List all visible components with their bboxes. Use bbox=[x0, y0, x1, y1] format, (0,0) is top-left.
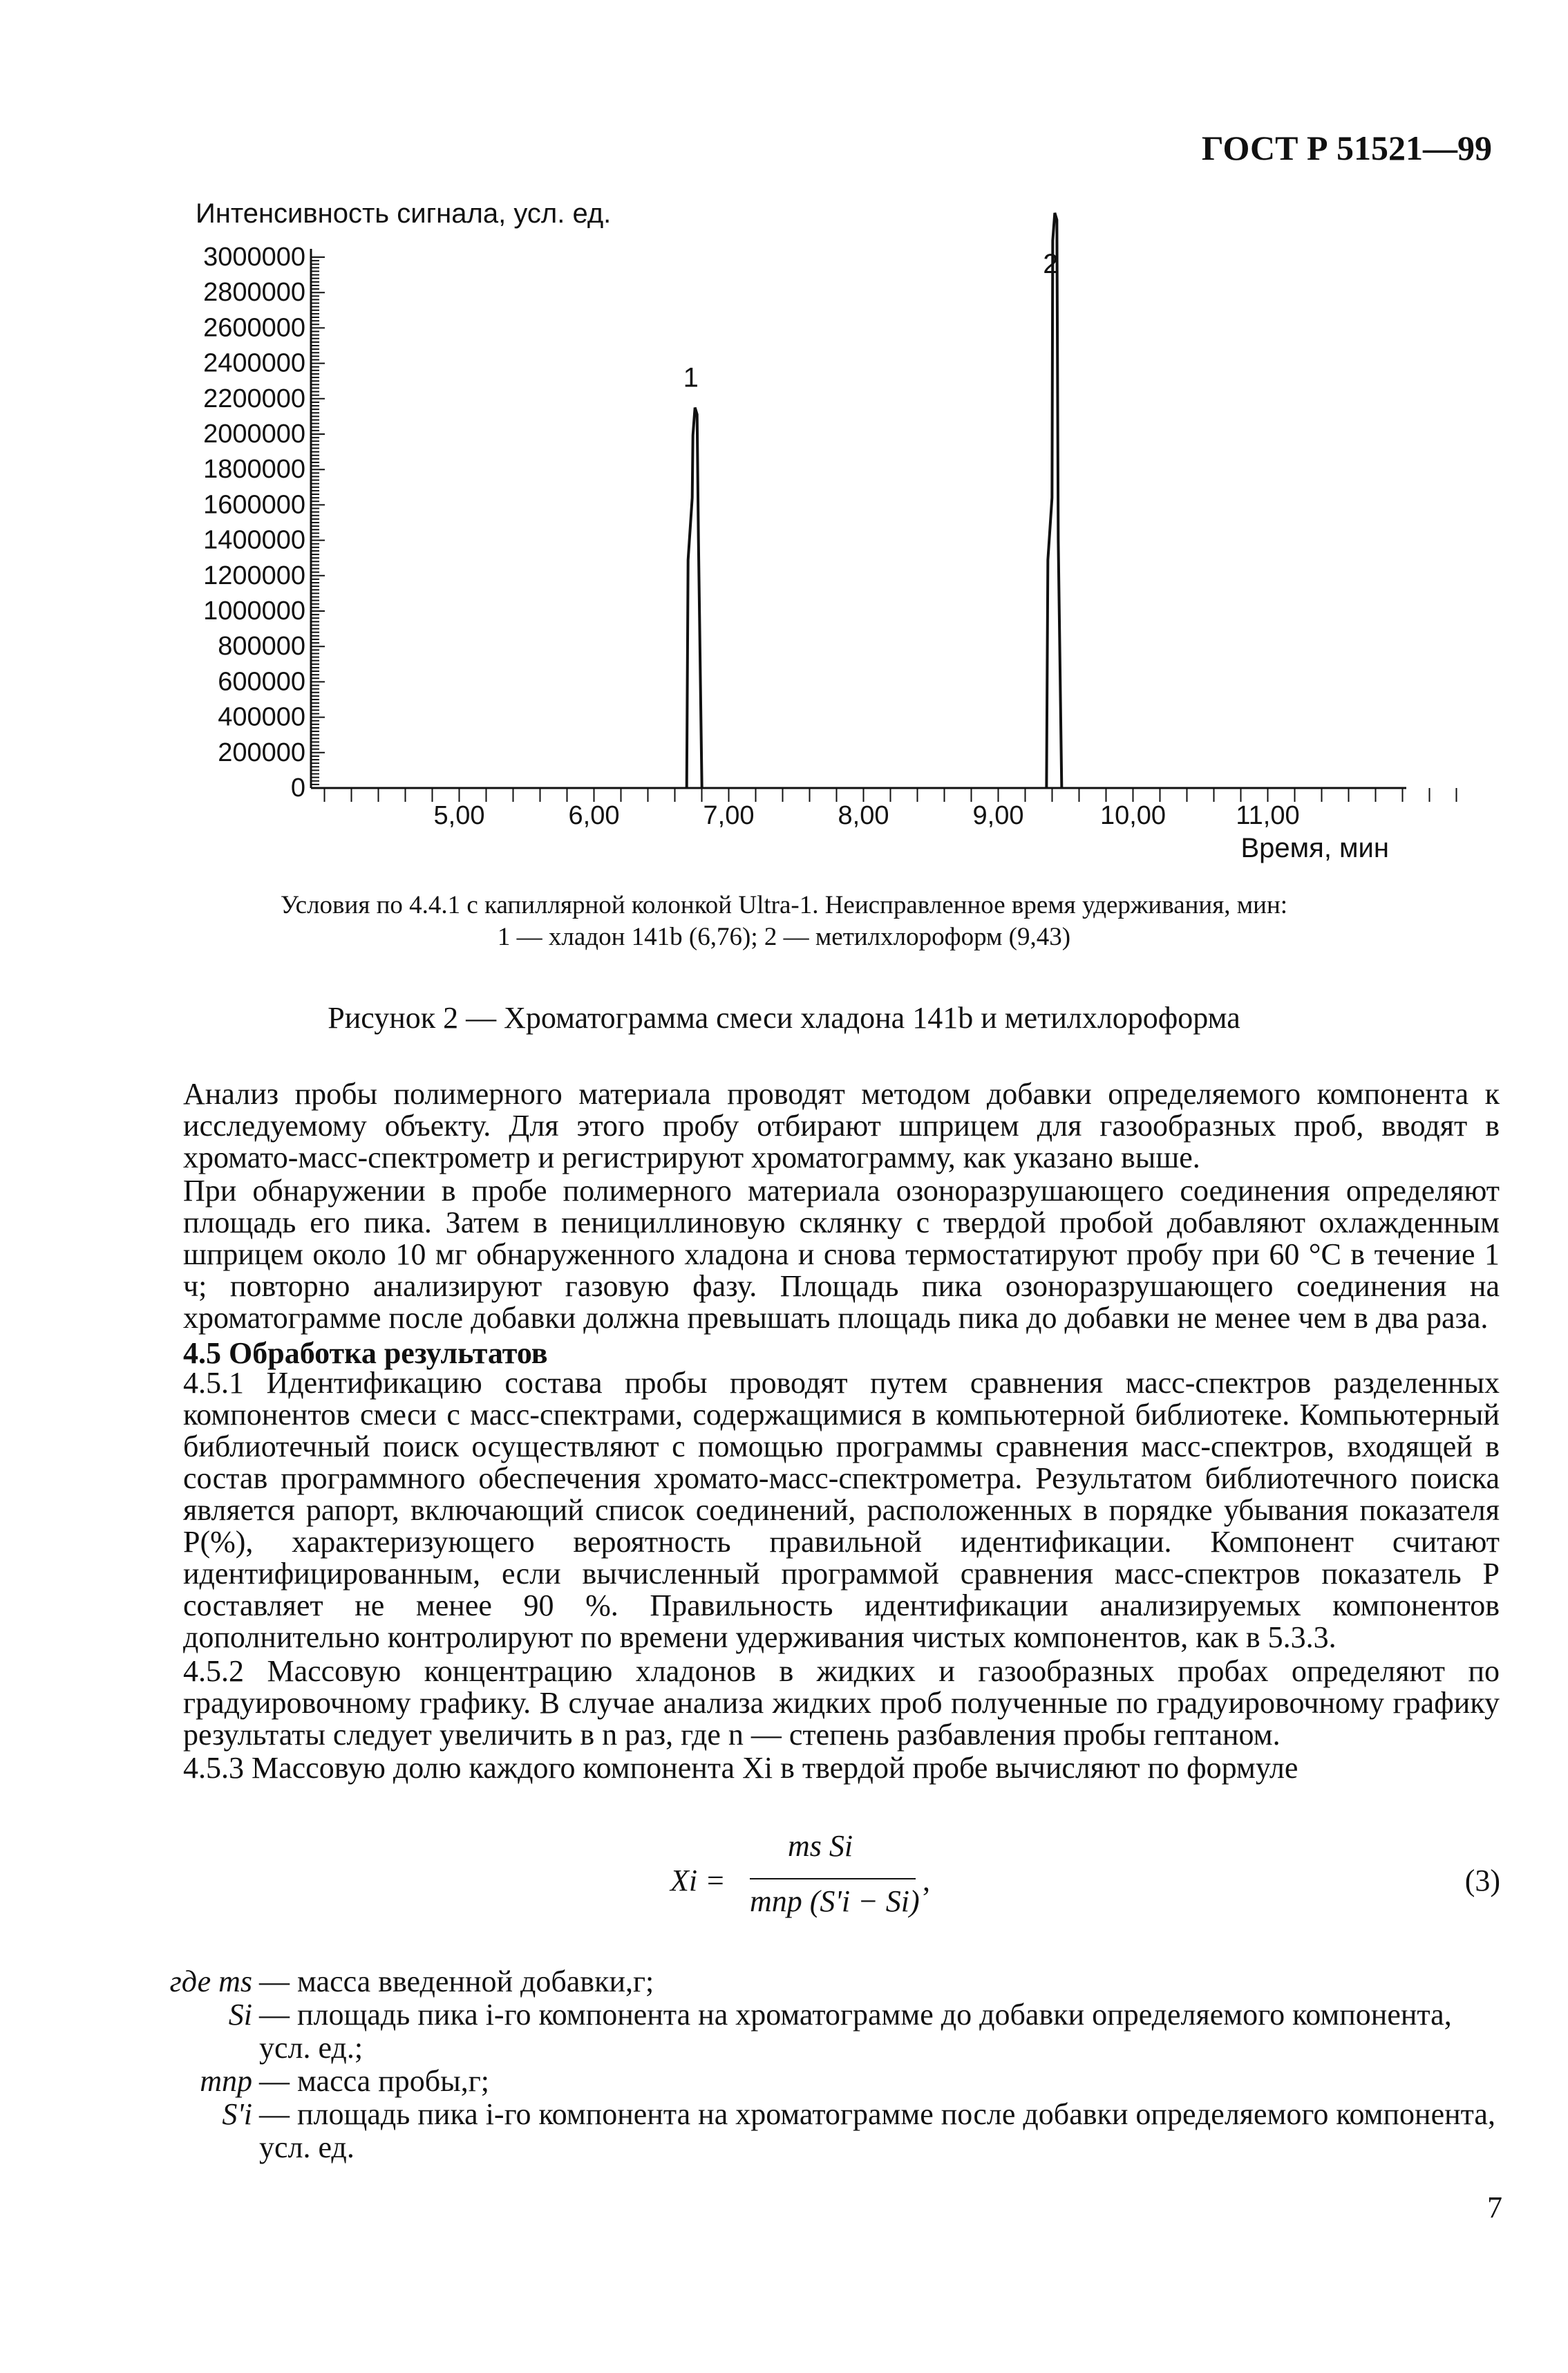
page-number: 7 bbox=[1487, 2191, 1502, 2224]
chromatogram-chart bbox=[0, 0, 1568, 871]
peak-line bbox=[687, 408, 702, 788]
formula-3 bbox=[670, 1828, 961, 1939]
x-tick-label: 10,00 bbox=[1099, 801, 1166, 830]
definition-row bbox=[100, 2098, 1503, 2164]
definition-symbol: Si bbox=[228, 1998, 252, 2032]
x-tick-label: 9,00 bbox=[972, 801, 1024, 830]
definition-symbol: mпр bbox=[200, 2064, 252, 2098]
paragraph-4-5-1: 4.5.1 Идентификацию состава пробы проводят путем сравнения масс-спектров разделенных компонентов смеси с масс-спектрами, содержащимися в компьютерной библиотеке. Компьютерный библиотечный поиск осуществляют с помощью программы сравнения масс-спектров, входящей в состав программного обеспечения хромато-масс-спектрометра. Результатом библиотечного поиска является рапорт, включающий список соединений, расположенных в порядке убывания показателя P(%), характеризующего вероятность правильной идентификации. Компонент считают идентифицированным, если вычисленный программой сравнения масс-спектров показатель P составляет не менее 90 %. Правильность идентификации анализируемых компонентов дополнительно контролируют по времени удерживания чистых компонентов, как в 5.3.3. bbox=[183, 1366, 1500, 1654]
definition-text: — площадь пика i-го компонента на хроматограмме после добавки определяемого компонента, усл. ед. bbox=[259, 2097, 1495, 2164]
peak-label: 1 bbox=[683, 362, 699, 393]
equation-number: (3) bbox=[1464, 1864, 1500, 1897]
y-tick-label: 600000 bbox=[218, 667, 305, 697]
x-tick-label: 7,00 bbox=[703, 801, 755, 830]
y-tick-label: 1400000 bbox=[203, 525, 305, 555]
definition-text: — площадь пика i-го компонента на хроматограмме до добавки определяемого компонента, усл. ед.; bbox=[259, 1998, 1452, 2065]
peak-label: 2 bbox=[1043, 249, 1059, 279]
paragraph-detection: При обнаружении в пробе полимерного материала озоноразрушающего соединения определяют площадь его пика. Затем в пенициллиновую склянку с твердой пробой добавляют охлажденным шприцем около 10 мг обнаруженного хладона и снова термостатируют пробу при 60 °С в течение 1 ч; повторно анализируют газовую фазу. Площадь пика озоноразрушающего соединения на хроматограмме после добавки должна превышать площадь пика до добавки не менее чем в два раза. bbox=[183, 1174, 1500, 1335]
y-tick-label: 200000 bbox=[218, 738, 305, 767]
figure-caption-line2: 1 — хладон 141b (6,76); 2 — метилхлороформ (9,43) bbox=[497, 923, 1071, 951]
definition-symbol: S'i bbox=[222, 2097, 252, 2131]
formula-lhs: Xi = bbox=[670, 1864, 726, 1897]
figure-title: Рисунок 2 — Хроматограмма смеси хладона 141b и метилхлороформа bbox=[328, 1001, 1240, 1035]
y-tick-label: 800000 bbox=[218, 632, 305, 662]
document-header: ГОСТ Р 51521—99 bbox=[1201, 129, 1492, 167]
definition-text: — масса пробы,г; bbox=[259, 2064, 489, 2098]
formula-denominator: mпр (S'i − Si) bbox=[750, 1884, 920, 1918]
x-axis-title: Время, мин bbox=[1240, 833, 1389, 863]
x-tick-label: 5,00 bbox=[433, 801, 485, 830]
y-tick-label: 2600000 bbox=[203, 313, 305, 343]
paragraph-4-5-3: 4.5.3 Массовую долю каждого компонента Xi в твердой пробе вычисляют по формуле bbox=[183, 1751, 1298, 1785]
definition-symbol: где ms bbox=[169, 1964, 252, 1998]
y-tick-label: 1000000 bbox=[203, 597, 305, 626]
y-tick-label: 2200000 bbox=[203, 384, 305, 413]
y-tick-label: 1800000 bbox=[203, 455, 305, 485]
definition-row bbox=[100, 1965, 1503, 1998]
y-tick-label: 2400000 bbox=[203, 348, 305, 378]
x-tick-label: 8,00 bbox=[838, 801, 889, 830]
definition-row bbox=[100, 2065, 1503, 2098]
x-tick-label: 11,00 bbox=[1236, 801, 1300, 830]
y-tick-label: 2800000 bbox=[203, 278, 305, 308]
definition-text: — масса введенной добавки,г; bbox=[259, 1964, 654, 1998]
section-heading: 4.5 Обработка результатов bbox=[183, 1336, 548, 1370]
peak-line bbox=[1046, 213, 1061, 788]
y-tick-label: 400000 bbox=[218, 702, 305, 732]
y-tick-label: 1200000 bbox=[203, 561, 305, 590]
definitions-list bbox=[100, 1965, 1503, 2164]
definition-row bbox=[100, 1998, 1503, 2065]
x-tick-label: 6,00 bbox=[568, 801, 620, 830]
y-tick-label: 3000000 bbox=[203, 243, 305, 272]
fraction-bar bbox=[750, 1878, 916, 1879]
y-axis-title: Интенсивность сигнала, усл. ед. bbox=[196, 198, 612, 229]
figure-caption-line1: Условия по 4.4.1 с капиллярной колонкой Ultra-1. Неисправленное время удерживания, мин: bbox=[280, 891, 1288, 919]
y-tick-label: 1600000 bbox=[203, 490, 305, 520]
formula-comma: , bbox=[923, 1864, 930, 1897]
paragraph-analysis: Анализ пробы полимерного материала проводят методом добавки определяемого компонента к исследуемому объекту. Для этого пробу отбирают шприцем для газообразных проб, вводят в хромато-масс-спектрометр и регистрируют хроматограмму, как указано выше. bbox=[183, 1077, 1500, 1174]
y-tick-label: 0 bbox=[290, 773, 305, 803]
formula-numerator: ms Si bbox=[788, 1829, 853, 1863]
paragraph-4-5-2: 4.5.2 Массовую концентрацию хладонов в жидких и газообразных пробах определяют по градуировочному графику. В случае анализа жидких проб полученные по градуировочному графику результаты следует увеличить в n раз, где n — степень разбавления пробы гептаном. bbox=[183, 1654, 1500, 1752]
y-tick-label: 2000000 bbox=[203, 420, 305, 449]
